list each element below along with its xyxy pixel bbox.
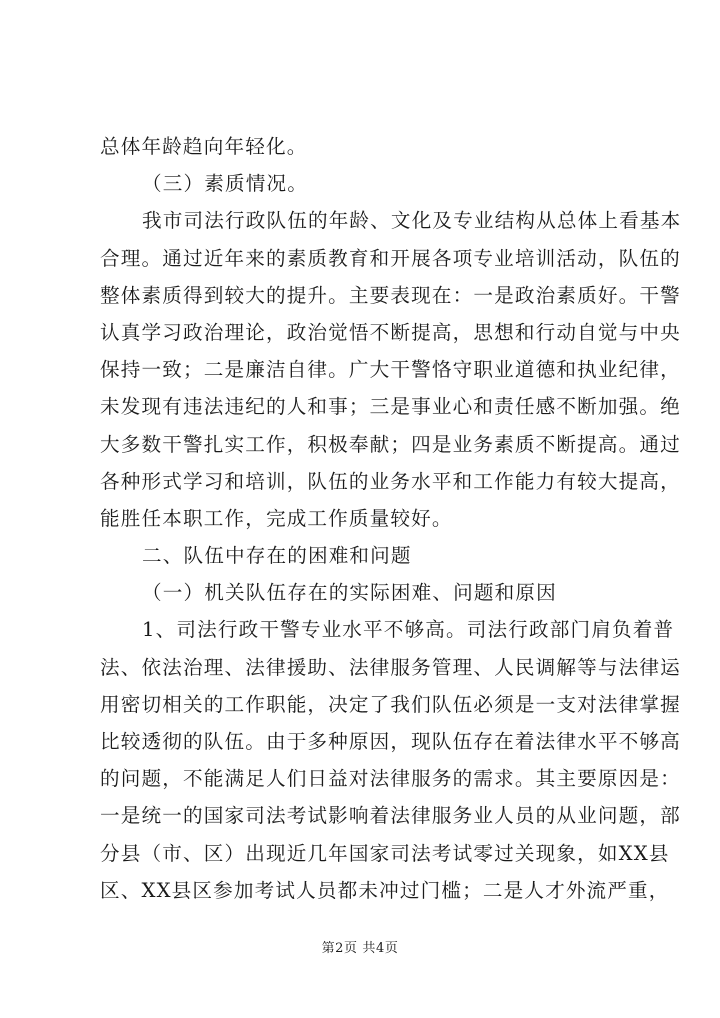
paragraph-line: 保持一致；二是廉洁自律。广大干警恪守职业道德和执业纪律， (100, 358, 681, 382)
paragraph-line: 用密切相关的工作职能，决定了我们队伍必须是一支对法律掌握 (100, 692, 681, 716)
paragraph-line: 区、XX县区参加考试人员都未冲过门槛；二是人才外流严重， (100, 878, 670, 902)
paragraph-line: 1、司法行政干警专业水平不够高。司法行政部门肩负着普 (142, 618, 675, 642)
paragraph-line: 大多数干警扎实工作，积极奉献；四是业务素质不断提高。通过 (100, 432, 681, 456)
paragraph-line: 一是统一的国家司法考试影响着法律服务业人员的从业问题，部 (100, 804, 681, 828)
paragraph-line: 各种形式学习和培训，队伍的业务水平和工作能力有较大提高， (100, 469, 681, 493)
paragraph-line: 整体素质得到较大的提升。主要表现在：一是政治素质好。干警 (100, 283, 681, 307)
document-body (100, 128, 682, 909)
page-number-footer: 第2页 共4页 (321, 941, 399, 956)
paragraph-line: 的问题，不能满足人们日益对法律服务的需求。其主要原因是： (100, 767, 681, 791)
section-heading: （三）素质情况。 (142, 172, 308, 196)
paragraph-line: 法、依法治理、法律援助、法律服务管理、人民调解等与法律运 (100, 655, 681, 679)
paragraph-line: 合理。通过近年来的素质教育和开展各项专业培训活动，队伍的 (100, 246, 681, 270)
paragraph-line: 总体年龄趋向年轻化。 (100, 135, 308, 158)
subsection-heading: （一）机关队伍存在的实际困难、问题和原因 (142, 581, 557, 605)
paragraph-line: 比较透彻的队伍。由于多种原因，现队伍存在着法律水平不够高 (100, 730, 681, 753)
paragraph-line: 未发现有违法违纪的人和事；三是事业心和责任感不断加强。绝 (100, 395, 681, 419)
paragraph-line: 我市司法行政队伍的年龄、文化及专业结构从总体上看基本 (142, 209, 682, 233)
paragraph-line: 能胜任本职工作，完成工作质量较好。 (100, 506, 453, 530)
paragraph-line: 认真学习政治理论，政治觉悟不断提高，思想和行动自觉与中央 (100, 320, 681, 344)
paragraph-line: 分县（市、区）出现近几年国家司法考试零过关现象，如XX县 (100, 841, 670, 865)
section-heading: 二、队伍中存在的困难和问题 (142, 544, 412, 568)
